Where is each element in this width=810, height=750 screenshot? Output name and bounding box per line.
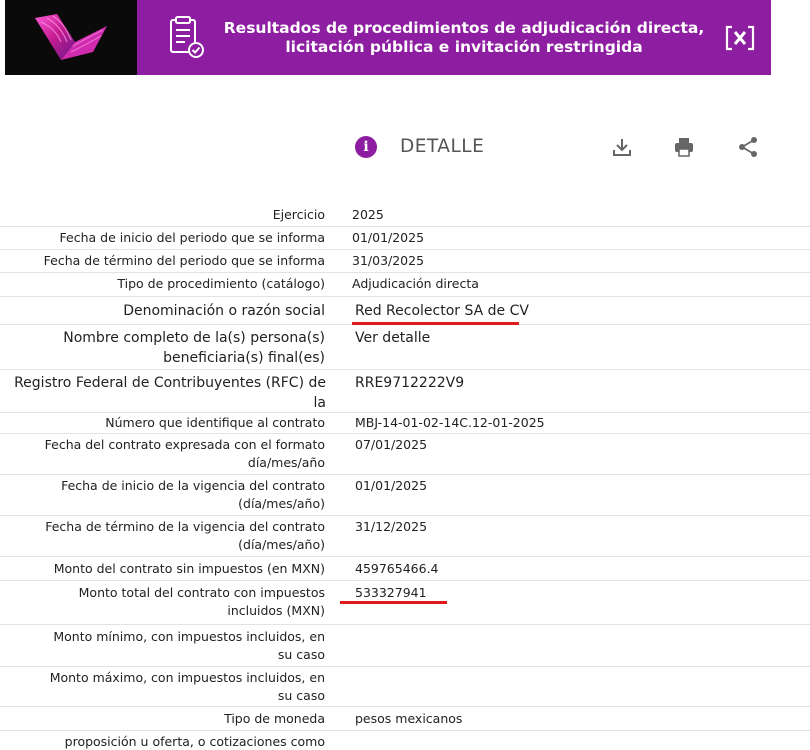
table-row — [0, 227, 810, 250]
table-row-highlighted — [0, 581, 810, 625]
table-row — [0, 370, 810, 413]
page-title — [207, 19, 721, 57]
detail-toolbar — [0, 132, 810, 164]
table-row — [0, 273, 810, 297]
field-label-line2: incluidos (MXN) — [227, 603, 325, 618]
field-label-line1: Registro Federal de Contribuyentes (RFC) de la — [14, 375, 326, 411]
table-row — [0, 325, 810, 370]
table-row — [0, 667, 810, 707]
field-value: Adjudicación directa — [352, 276, 479, 291]
table-row — [0, 413, 810, 434]
table-row — [0, 516, 810, 557]
field-label — [45, 518, 325, 554]
field-label — [50, 669, 325, 705]
field-label-line1: Monto mínimo, con impuestos incluidos, en — [53, 629, 325, 644]
field-label — [53, 628, 325, 664]
field-label-line2: su caso — [277, 688, 325, 703]
field-label: Monto del contrato sin impuestos (en MXN) — [53, 561, 325, 576]
field-label-line2: día/mes/año — [247, 455, 325, 470]
ver-detalle-link[interactable]: Ver detalle — [355, 330, 431, 346]
field-label: Fecha de inicio del periodo que se informa — [59, 230, 325, 245]
field-value: pesos mexicanos — [355, 711, 463, 726]
field-value: 31/03/2025 — [352, 253, 425, 268]
share-icon — [736, 135, 760, 159]
field-label — [61, 477, 325, 513]
print-button[interactable] — [672, 135, 696, 159]
field-label: Tipo de moneda — [224, 711, 325, 726]
table-row — [0, 204, 810, 227]
print-icon — [672, 135, 696, 159]
table-row-highlighted — [0, 297, 810, 325]
table-row — [0, 625, 810, 667]
document-check-icon — [167, 16, 207, 60]
table-row — [0, 557, 810, 581]
table-row — [0, 475, 810, 516]
field-value: 01/01/2025 — [355, 478, 428, 493]
field-value: MBJ-14-01-02-14C.12-01-2025 — [355, 415, 545, 430]
field-label-line2: (día/mes/año) — [238, 537, 325, 552]
field-value: 31/12/2025 — [355, 519, 428, 534]
field-label: Fecha de término del periodo que se informa — [43, 253, 325, 268]
field-label: proposición u oferta, o cotizaciones como — [64, 734, 325, 749]
field-label-line1: Monto total del contrato con impuestos — [78, 585, 325, 600]
field-value: 2025 — [352, 207, 384, 222]
field-value: 01/01/2025 — [352, 230, 425, 245]
field-label — [79, 584, 325, 620]
field-value: RRE9712222V9 — [355, 375, 465, 391]
header-banner — [5, 0, 771, 75]
table-row — [0, 250, 810, 273]
logo-icon — [31, 12, 111, 64]
field-value: 07/01/2025 — [355, 437, 428, 452]
download-icon — [610, 135, 634, 159]
field-value: 533327941 — [355, 585, 427, 600]
page-title-line2: licitación pública e invitación restringida — [285, 37, 643, 56]
table-row — [0, 707, 810, 731]
info-glyph: i — [363, 139, 369, 155]
download-button[interactable] — [610, 135, 634, 159]
logo — [5, 0, 137, 75]
field-label — [45, 436, 325, 472]
field-label: Número que identifique al contrato — [105, 415, 325, 430]
table-row — [0, 731, 810, 750]
field-label-line1: Nombre completo de la(s) persona(s) — [63, 330, 325, 346]
field-label-line1: Monto máximo, con impuestos incluidos, en — [49, 670, 325, 685]
page-title-line1: Resultados de procedimientos de adjudicación directa, — [223, 18, 705, 37]
field-label-line2: su caso — [277, 647, 325, 662]
info-icon — [355, 136, 377, 158]
field-label-line2: (día/mes/año) — [238, 496, 325, 511]
share-button[interactable] — [736, 135, 760, 159]
close-icon — [723, 23, 757, 53]
field-label: Tipo de procedimiento (catálogo) — [117, 276, 325, 291]
field-label-line1: Fecha de término de la vigencia del contrato — [45, 519, 325, 534]
table-row — [0, 434, 810, 475]
field-label-line2: beneficiaria(s) final(es) — [163, 350, 325, 366]
field-label — [63, 328, 325, 368]
field-value: Red Recolector SA de CV — [355, 303, 529, 319]
detail-heading: DETALLE — [400, 136, 485, 157]
field-label — [0, 373, 326, 411]
red-underline-mark — [340, 601, 447, 604]
field-label-line1: Fecha de inicio de la vigencia del contrato — [61, 478, 325, 493]
field-label: Ejercicio — [272, 207, 325, 222]
field-value: 459765466.4 — [355, 561, 439, 576]
field-label-line1: Fecha del contrato expresada con el formato — [44, 437, 325, 452]
field-label: Denominación o razón social — [123, 303, 325, 319]
close-button[interactable] — [721, 23, 759, 53]
